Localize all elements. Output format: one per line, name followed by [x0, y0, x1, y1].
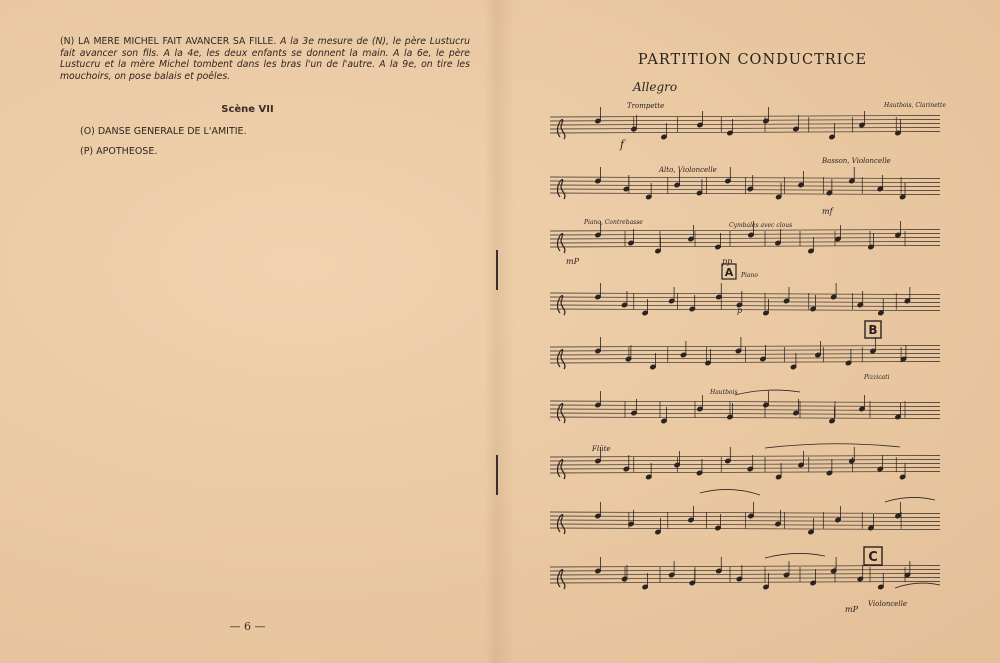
slur — [765, 553, 825, 558]
staff-line — [550, 238, 940, 240]
dynamic-p: p — [737, 306, 743, 315]
staff-line — [550, 413, 940, 415]
staff-line — [550, 181, 940, 183]
slur — [735, 390, 800, 395]
slur — [895, 583, 940, 588]
dynamic-f: f — [620, 138, 625, 151]
rehearsal-mark-c: C — [868, 550, 878, 565]
slur — [885, 497, 935, 502]
staff-line — [550, 132, 940, 134]
dynamic-pp: pp — [722, 257, 733, 266]
scene-item-o: (O) DANSE GENERALE DE L'AMITIE. — [80, 126, 247, 137]
tempo-marking: Allegro — [633, 80, 678, 94]
staff-line — [550, 124, 940, 126]
score-title: PARTITION CONDUCTRICE — [637, 52, 868, 68]
slur — [765, 444, 900, 448]
staff-line — [550, 516, 940, 518]
staff-line — [550, 582, 940, 584]
staff-line — [550, 566, 940, 568]
staff-line — [550, 464, 940, 466]
label-flute: Flûte — [592, 445, 611, 453]
staff-line — [550, 409, 940, 411]
slur — [700, 489, 760, 495]
rehearsal-mark-a: A — [724, 266, 734, 279]
staff-line — [550, 472, 940, 474]
staff-line — [550, 234, 940, 236]
paragraph-rest: A la 3e mesure de (N), le père Lustucru fait avancer son fils. A la 4e, les deux enfants se donnent la main. A la 6e, le père Lustucru et la mère Michel tombent dans les bras l'un de l'autre. A la 9e, on tire les mouchoirs, on pose balais et poêles. — [60, 36, 470, 82]
label-piano-contrebasse: Piano, Contrebasse — [584, 219, 643, 226]
label-hautbois-clarinette: Hautbois, Clarinette — [884, 102, 947, 109]
staff-line — [550, 528, 940, 530]
staff-line — [550, 578, 940, 580]
staff-line — [550, 293, 940, 295]
rehearsal-mark-b: B — [868, 323, 878, 337]
paragraph-lead: (N) LA MERE MICHEL FAIT AVANCER SA FILLE. — [60, 36, 277, 47]
staff-line — [550, 346, 940, 348]
staff-line — [550, 460, 940, 462]
staff-line — [550, 120, 940, 122]
staff-line — [550, 242, 940, 244]
label-basson-violoncelle: Basson, Violoncelle — [822, 157, 891, 165]
staff-line — [550, 456, 940, 458]
dynamic-mp-1: mP — [566, 257, 579, 266]
staff-line — [550, 405, 940, 407]
label-alto-violoncelle: Alto, Violoncelle — [659, 166, 717, 174]
scene-heading: Scène VII — [221, 104, 274, 115]
staff-line — [550, 305, 940, 307]
staff-line — [550, 570, 940, 572]
staff-line — [550, 309, 940, 311]
staff-line — [550, 116, 940, 118]
label-violoncelle: Violoncelle — [868, 600, 908, 608]
staff-line — [550, 246, 940, 248]
staff-line — [550, 193, 940, 195]
staff-line — [550, 401, 940, 403]
staff-line — [550, 350, 940, 352]
label-hautbois: Hautbois — [710, 389, 738, 396]
staff-line — [550, 230, 940, 232]
staff-line — [550, 185, 940, 187]
staff-line — [550, 358, 940, 360]
staff-line — [550, 297, 940, 299]
staff-line — [550, 362, 940, 364]
staff-line — [550, 354, 940, 356]
staff-line — [550, 520, 940, 522]
label-cymbales: Cymbales avec clous — [729, 222, 793, 229]
page-number: — 6 — — [229, 620, 266, 633]
staff-line — [550, 524, 940, 526]
staff-line — [550, 417, 940, 419]
label-piano: Piano — [741, 272, 759, 279]
label-trompette: Trompette — [627, 102, 665, 110]
label-pizzicati: Pizzicati — [864, 374, 890, 381]
staff-line — [550, 574, 940, 576]
scene-item-p: (P) APOTHEOSE. — [80, 146, 158, 157]
staff-line — [550, 301, 940, 303]
staff-line — [550, 128, 940, 130]
staff-line — [550, 177, 940, 179]
dynamic-mf: mf — [822, 207, 833, 216]
dynamic-mp-2: mP — [845, 605, 858, 614]
staff-line — [550, 512, 940, 514]
